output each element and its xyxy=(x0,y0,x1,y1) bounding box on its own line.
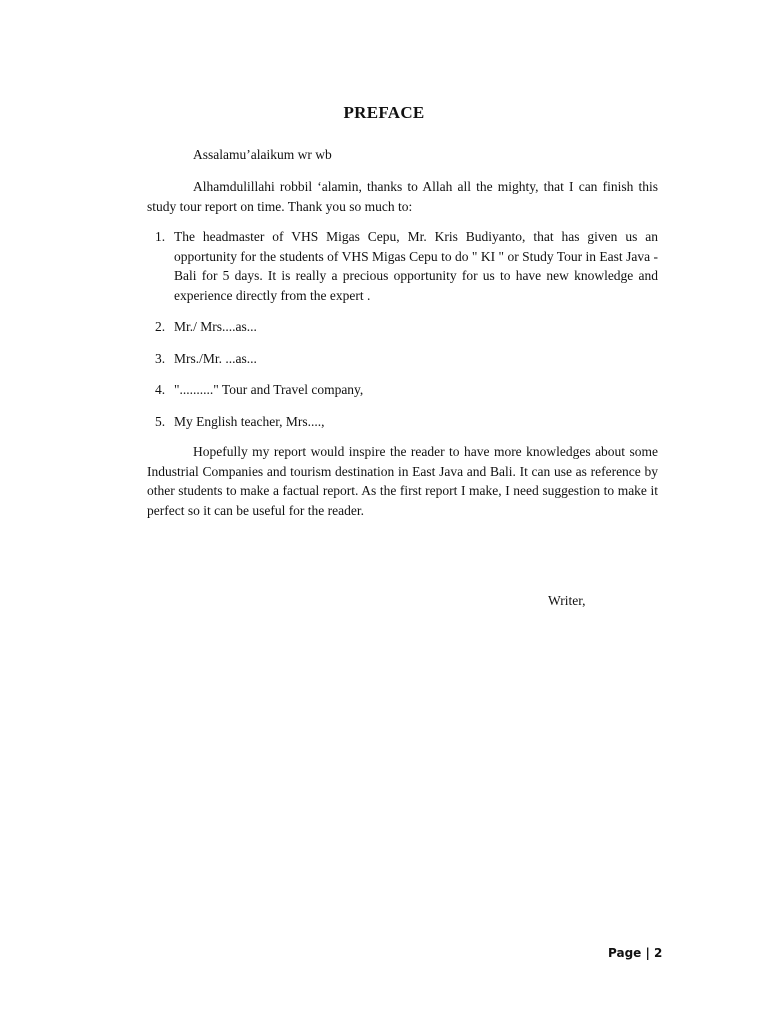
list-item xyxy=(155,412,658,432)
closing-paragraph: Hopefully my report would inspire the reader to have more knowledges about some Industrial Companies and tourism destination in East Java and Bali. It can use as reference by other students to make a factual report. As the first report I make, I need suggestion to make it perfect so it can be useful for the reader. xyxy=(147,444,658,518)
intro-paragraph: Alhamdulillahi robbil ‘alamin, thanks to Allah all the mighty, that I can finish this study tour report on time. Thank you so much to: xyxy=(147,179,658,214)
signature-text: Writer, xyxy=(548,593,586,608)
list-item-number: 5. xyxy=(155,413,166,429)
list-item-number: 4. xyxy=(155,382,166,397)
greeting-text: Assalamu’alaikum wr wb xyxy=(193,147,332,162)
list-item xyxy=(155,349,658,369)
page-number-footer: Page | 2 xyxy=(608,946,663,960)
list-item-text: ".........." Tour and Travel company, xyxy=(174,382,364,397)
thanks-list xyxy=(155,227,658,443)
list-item-number: 2. xyxy=(155,319,166,334)
list-item-text: The headmaster of VHS Migas Cepu, Mr. Kris Budiyanto, that has given us an opportunity for the students of VHS Migas Cepu to do " KI " or Study Tour in East Java - Bali for 5 days. It is really a precious opportunity for us to have new knowledge and experience directly from the expert . xyxy=(174,229,658,303)
list-item-text: My English teacher, Mrs...., xyxy=(174,413,325,429)
list-item-number: 3. xyxy=(155,350,166,366)
list-item xyxy=(155,317,658,337)
list-item-text: Mr./ Mrs....as... xyxy=(174,319,257,334)
page-title: PREFACE xyxy=(343,103,425,122)
list-item xyxy=(155,227,658,305)
list-item-number: 1. xyxy=(155,229,166,244)
list-item-text: Mrs./Mr. ...as... xyxy=(174,350,257,366)
list-item xyxy=(155,380,658,400)
